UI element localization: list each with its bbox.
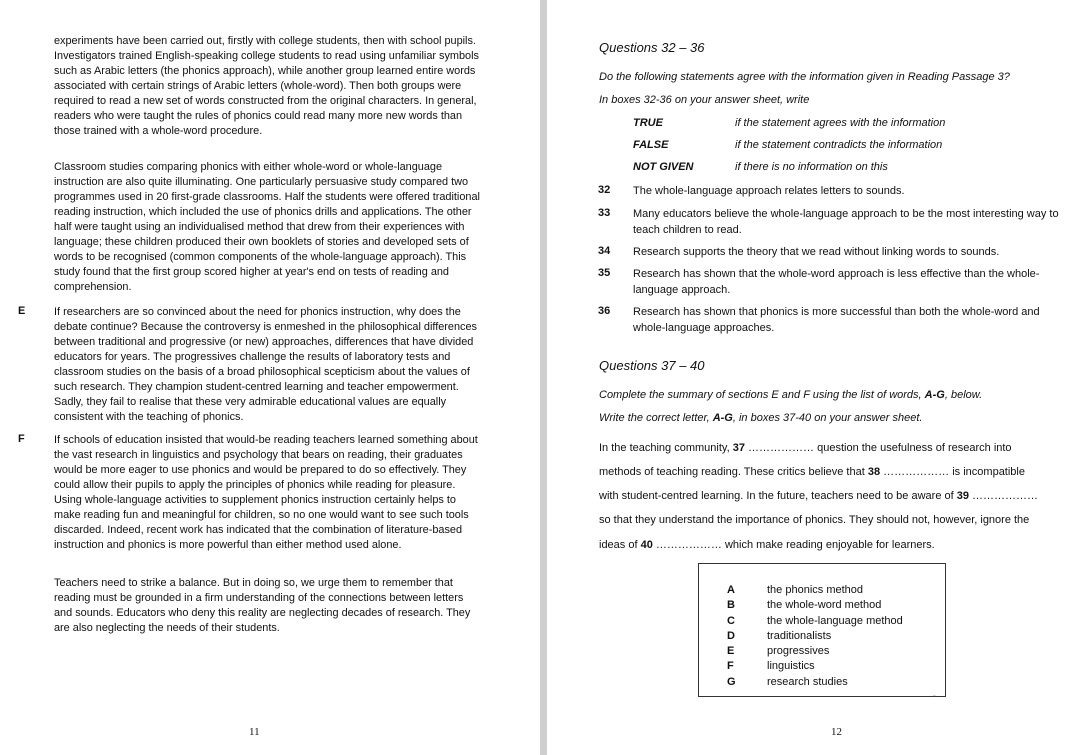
question-number: 35 bbox=[598, 267, 611, 279]
gap-37: 37 bbox=[732, 442, 745, 454]
summary-line-5: ideas of 40 ……………… which make reading enjoyable for learners. bbox=[599, 539, 935, 551]
summary-line-2: methods of teaching reading. These critics believe that 38 ……………… is incompatible bbox=[599, 466, 1025, 478]
questions-32-36-heading: Questions 32 – 36 bbox=[599, 40, 705, 55]
key-desc-true: if the statement agrees with the information bbox=[735, 117, 946, 129]
question-text: Research has shown that the whole-word approach is less effective than the whole-language approach. bbox=[633, 268, 1040, 296]
option-text: progressives bbox=[767, 645, 830, 657]
question-text: Research has shown that phonics is more successful than both the whole-word and whole-language approaches. bbox=[633, 306, 1040, 334]
question-text: The whole-language approach relates letters to sounds. bbox=[633, 185, 905, 197]
corner-mark-icon: ◦ bbox=[933, 693, 936, 700]
summary-line-3: with student-centred learning. In the future, teachers need to be aware of 39 ……………… bbox=[599, 490, 1039, 502]
word-list-box bbox=[698, 563, 946, 697]
option-letter: G bbox=[727, 676, 736, 688]
option-text: the phonics method bbox=[767, 584, 864, 596]
answer-blank-40: ……………… bbox=[655, 539, 722, 551]
instruction-agree: Do the following statements agree with the information given in Reading Passage 3? bbox=[599, 71, 1010, 83]
questions-37-40-heading: Questions 37 – 40 bbox=[599, 358, 705, 373]
option-letter: B bbox=[727, 599, 735, 611]
key-term-true: TRUE bbox=[633, 117, 663, 129]
right-page bbox=[547, 0, 1080, 755]
question-text: Research supports the theory that we read without linking words to sounds. bbox=[633, 246, 1000, 258]
passage-paragraph-2: Classroom studies comparing phonics with either whole-word or whole-language instruction are also quite illuminating. One particularly persuasive study compared two programmes used in 20 first-grade classrooms. Half the students were offered traditional reading instruction, which included the use of phonics drills and applications. The other half were taught using an individualised method that drew from their experiences with language; these children produced their own booklets of stories and developed sets of words to be recognised (common components of the whole-language approach). This study found that the first group scored higher at year's end on tests of reading and comprehension. bbox=[54, 161, 480, 294]
question-number: 36 bbox=[598, 305, 611, 317]
option-letter: C bbox=[727, 615, 735, 627]
key-desc-not-given: if there is no information on this bbox=[735, 161, 888, 173]
option-letter: D bbox=[727, 630, 735, 642]
passage-paragraph-4: If schools of education insisted that would-be reading teachers learned something about the vast research in linguistics and psychology that bears on reading, their graduates would be more eager to use phonics and would be prepared to do so effectively. They could allow their pupils to apply the principles of phonics while reading for pleasure. Using whole-language activities to supplement phonics instruction certainly helps to make reading fun and meaningful for children, so no one would want to see such tools discarded. Indeed, recent work has indicated that the combination of literature-based instruction and phonics is more powerful than either method used alone. bbox=[54, 434, 478, 552]
gap-38: 38 bbox=[867, 466, 881, 478]
option-text: linguistics bbox=[767, 660, 815, 672]
instruction-boxes: In boxes 32-36 on your answer sheet, write bbox=[599, 94, 810, 106]
passage-paragraph-3: If researchers are so convinced about the need for phonics instruction, why does the debate continue? Because the controversy is enmeshed in the philosophical differences between traditional and progressive (or new) approaches, differences that have divided educators for years. The progressives challenge the results of laboratory tests and classroom studies on the basis of a broad philosophical scepticism about the values of such research. They champion student-centred learning and teacher empowerment. Sadly, they fail to realise that these very admirable educational values are equally consistent with the teaching of phonics. bbox=[54, 306, 477, 424]
page-gutter bbox=[540, 0, 547, 755]
page-number-left: 11 bbox=[249, 726, 260, 738]
option-text: the whole-language method bbox=[767, 615, 903, 627]
key-term-not-given: NOT GIVEN bbox=[633, 161, 694, 173]
question-text: Many educators believe the whole-language approach to be the most interesting way to teach children to read. bbox=[633, 208, 1059, 236]
passage-paragraph-5: Teachers need to strike a balance. But in doing so, we urge them to remember that reading must be grounded in a firm understanding of the connections between letters and sounds. Educators who deny this reality are neglecting decades of research. They are also neglecting the needs of their students. bbox=[54, 577, 471, 635]
gap-39: 39 bbox=[956, 490, 969, 502]
answer-blank-37: ……………… bbox=[748, 442, 815, 454]
option-text: the whole-word method bbox=[767, 599, 882, 611]
summary-line-1: In the teaching community, 37 ……………… question the usefulness of research into bbox=[599, 442, 1012, 454]
section-letter-e: E bbox=[18, 305, 26, 317]
answer-blank-38: ……………… bbox=[883, 466, 950, 478]
question-number: 32 bbox=[598, 184, 611, 196]
question-number: 34 bbox=[598, 245, 611, 257]
instruction-complete-summary: Complete the summary of sections E and F using the list of words, A-G, below. bbox=[599, 389, 983, 401]
summary-line-4: so that they understand the importance of phonics. They should not, however, ignore the bbox=[599, 514, 1030, 526]
gap-40: 40 bbox=[640, 539, 653, 551]
option-letter: A bbox=[727, 584, 735, 596]
page-number-right: 12 bbox=[831, 726, 842, 738]
section-letter-f: F bbox=[18, 433, 25, 445]
instruction-write-letter: Write the correct letter, A-G, in boxes 37-40 on your answer sheet. bbox=[599, 412, 923, 424]
option-letter: F bbox=[727, 660, 734, 672]
option-text: traditionalists bbox=[767, 630, 832, 642]
option-letter: E bbox=[727, 645, 735, 657]
key-desc-false: if the statement contradicts the information bbox=[735, 139, 943, 151]
passage-paragraph-1: experiments have been carried out, firstly with college students, then with school pupils. Investigators trained English-speaking college students to read using unfamiliar symbols such as Arabic letters (the phonics approach), while another group learned entire words associated with certain strings of Arabic letters (whole-word). Then both groups were required to read a new set of words constructed from the original characters. In general, readers who were taught the rules of phonics could read many more new words than those trained with a whole-word procedure. bbox=[54, 35, 479, 138]
key-term-false: FALSE bbox=[633, 139, 669, 151]
answer-blank-39: ……………… bbox=[972, 490, 1039, 502]
option-text: research studies bbox=[767, 676, 848, 688]
question-number: 33 bbox=[598, 207, 611, 219]
